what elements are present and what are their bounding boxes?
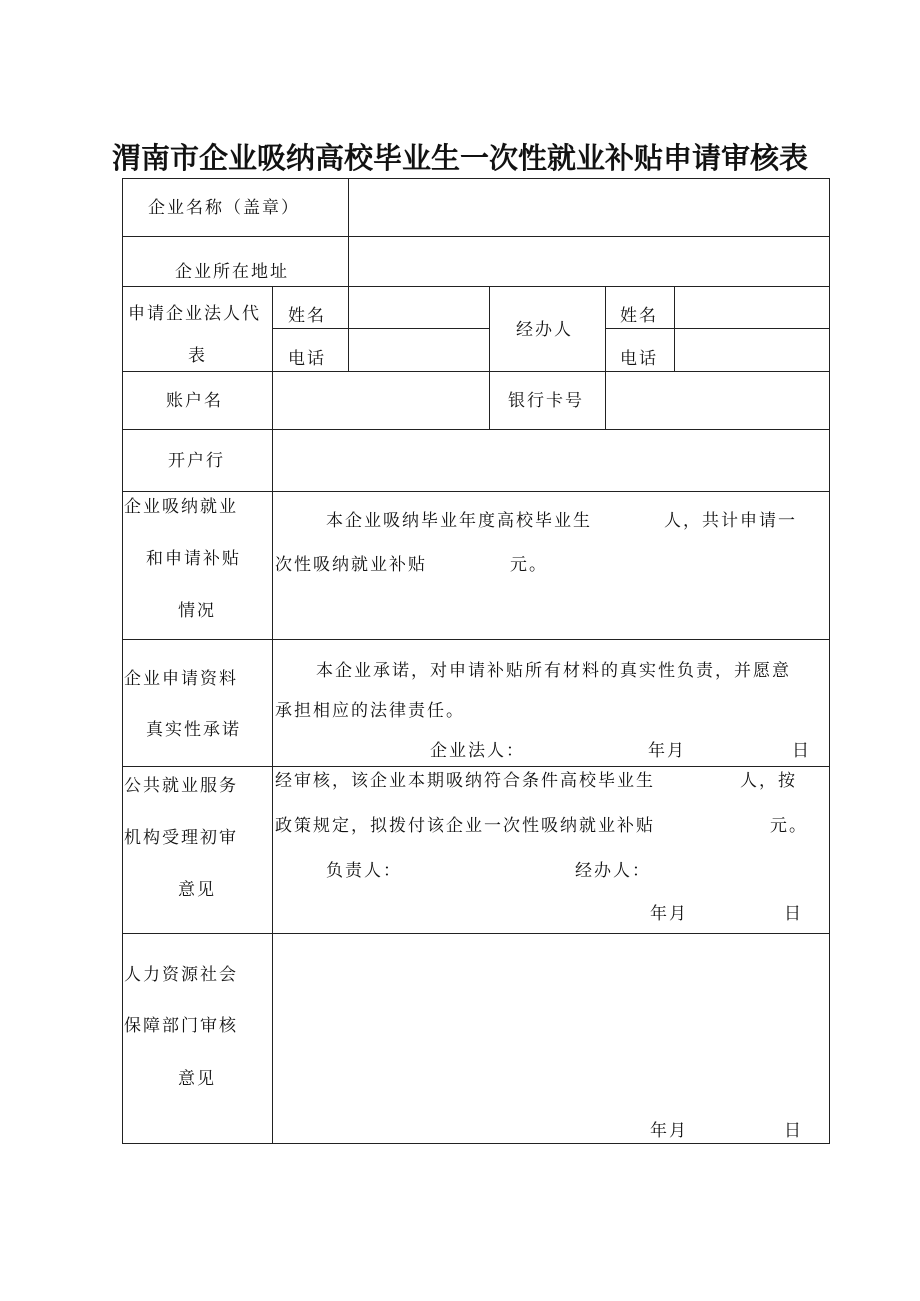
row-divider <box>122 639 830 640</box>
bank-label: 开户行 <box>168 451 225 471</box>
company-name-field[interactable] <box>350 180 828 235</box>
account-name-field[interactable] <box>274 373 488 428</box>
public-service-text: 人，按 <box>740 771 797 791</box>
handler-name-label: 姓名 <box>620 306 658 326</box>
row-divider <box>122 491 830 492</box>
company-name-label: 企业名称（盖章） <box>148 198 300 218</box>
bank-field[interactable] <box>274 431 828 490</box>
commitment-label-cont: 真实性承诺 <box>146 720 241 740</box>
date-year-month: 年月 <box>650 904 688 924</box>
absorption-label-cont: 情况 <box>178 601 216 621</box>
public-service-text: 政策规定，拟拨付该企业一次性吸纳就业补贴 <box>275 816 655 836</box>
public-service-label: 公共就业服务 <box>124 776 238 796</box>
absorption-label-cont: 和申请补贴 <box>146 549 241 569</box>
absorption-text: 次性吸纳就业补贴 <box>275 555 427 575</box>
absorption-label: 企业吸纳就业 <box>124 497 238 517</box>
handler-label: 经办人 <box>516 320 573 340</box>
legal-rep-name-label: 姓名 <box>288 306 326 326</box>
public-service-text: 元。 <box>770 816 808 836</box>
legal-person-label: 企业法人： <box>430 741 525 761</box>
hr-dept-label: 人力资源社会 <box>124 965 238 985</box>
row-divider <box>122 933 830 934</box>
responsible-label: 负责人： <box>326 861 402 881</box>
handler-sign-label: 经办人： <box>575 861 651 881</box>
account-name-label: 账户名 <box>166 391 223 411</box>
legal-rep-name-field[interactable] <box>350 288 487 327</box>
public-service-label-cont: 机构受理初审 <box>124 828 238 848</box>
absorption-text: 元。 <box>510 555 548 575</box>
row-divider <box>122 766 830 767</box>
table-border-bottom <box>122 1143 830 1144</box>
absorption-text: 人，共计申请一 <box>664 511 797 531</box>
hr-dept-label-cont: 保障部门审核 <box>124 1016 238 1036</box>
date-day: 日 <box>784 1121 803 1141</box>
date-day: 日 <box>792 741 811 761</box>
company-address-field[interactable] <box>350 238 828 285</box>
bank-card-label: 银行卡号 <box>508 391 584 411</box>
table-border-left <box>122 178 123 1144</box>
form-title: 渭南市企业吸纳高校毕业生一次性就业补贴申请审核表 <box>111 141 808 175</box>
handler-phone-label: 电话 <box>620 349 658 369</box>
legal-rep-phone-label: 电话 <box>288 349 326 369</box>
legal-rep-phone-field[interactable] <box>350 330 487 370</box>
company-address-label: 企业所在地址 <box>175 262 289 282</box>
public-service-text: 经审核，该企业本期吸纳符合条件高校毕业生 <box>275 771 655 791</box>
handler-phone-field[interactable] <box>676 330 828 370</box>
commitment-text: 承担相应的法律责任。 <box>275 701 465 721</box>
commitment-label: 企业申请资料 <box>124 669 238 689</box>
date-year-month: 年月 <box>648 741 686 761</box>
public-service-label-cont: 意见 <box>178 880 216 900</box>
date-day: 日 <box>784 904 803 924</box>
commitment-text: 本企业承诺，对申请补贴所有材料的真实性负责，并愿意 <box>316 661 791 681</box>
legal-rep-label: 申请企业法人代 <box>128 304 261 324</box>
date-year-month: 年月 <box>650 1121 688 1141</box>
absorption-text: 本企业吸纳毕业年度高校毕业生 <box>326 511 592 531</box>
handler-name-field[interactable] <box>676 288 828 327</box>
col-divider <box>489 286 490 429</box>
legal-rep-label-cont: 表 <box>188 346 207 366</box>
hr-dept-label-cont: 意见 <box>178 1069 216 1089</box>
table-border-right <box>829 178 830 1144</box>
bank-card-field[interactable] <box>607 373 828 428</box>
